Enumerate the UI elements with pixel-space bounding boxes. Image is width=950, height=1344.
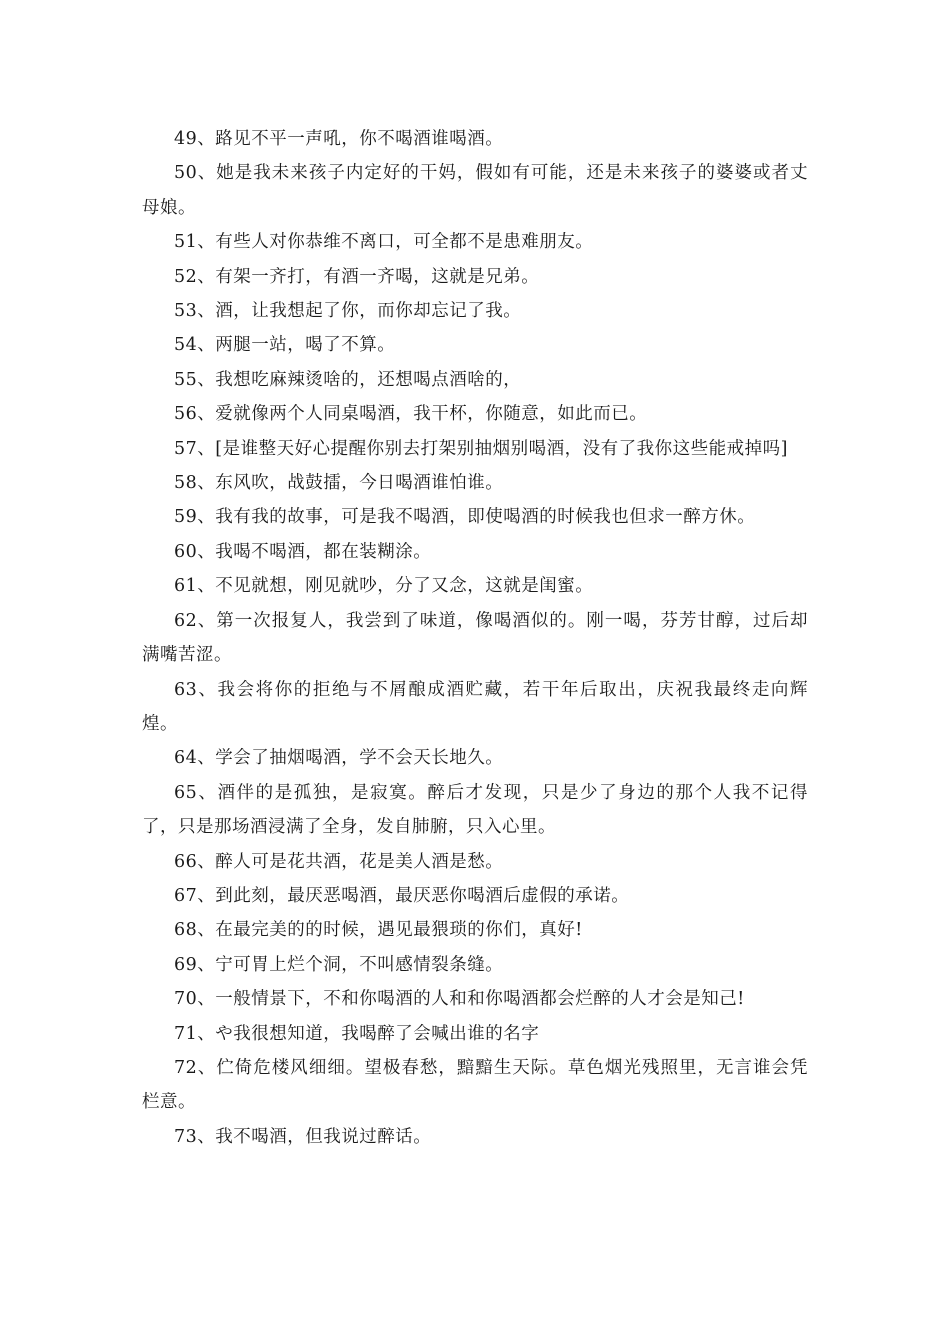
paragraph-64: 64、学会了抽烟喝酒，学不会天长地久。 [174,748,504,769]
paragraph-61: 61、不见就想，刚见就吵，分了又念，这就是闺蜜。 [174,576,594,597]
paragraph-54: 54、两腿一站，喝了不算。 [174,335,396,356]
paragraph-65: 65、酒伴的是孤独，是寂寞。醉后才发现，只是少了身边的那个人我不记得了，只是那场酒浸满了全身，发自肺腑，只入心里。 [142,782,808,838]
document-body [142,122,808,1154]
paragraph-50: 50、她是我未来孩子内定好的干妈，假如有可能，还是未来孩子的婆婆或者丈母娘。 [142,163,808,218]
paragraph-55: 55、我想吃麻辣烫啥的，还想喝点酒啥的， [174,369,522,390]
paragraph-62: 62、第一次报复人，我尝到了味道，像喝酒似的。刚一喝，芬芳甘醇，过后却满嘴苦涩。 [142,610,808,666]
paragraph-68: 68、在最完美的的时候，遇见最猥琐的你们，真好! [174,920,583,941]
paragraph-72: 72、伫倚危楼风细细。望极春愁，黯黯生天际。草色烟光残照里，无言谁会凭栏意。 [142,1057,808,1113]
paragraph-70: 70、一般情景下，不和你喝酒的人和和你喝酒都会烂醉的人才会是知己! [174,989,745,1010]
paragraph-63: 63、我会将你的拒绝与不屑酿成酒贮藏，若干年后取出，庆祝我最终走向辉煌。 [142,679,808,734]
paragraph-56: 56、爱就像两个人同桌喝酒，我干杯，你随意，如此而已。 [174,404,648,425]
paragraph-59: 59、我有我的故事，可是我不喝酒，即使喝酒的时候我也但求一醉方休。 [174,507,756,528]
paragraph-69: 69、宁可胃上烂个洞，不叫感情裂条缝。 [174,954,504,975]
paragraph-71: 71、や我很想知道，我喝醉了会喊出谁的名字 [174,1023,540,1044]
paragraph-66: 66、醉人可是花共酒，花是美人酒是愁。 [174,851,504,872]
paragraph-60: 60、我喝不喝酒，都在装糊涂。 [174,541,432,562]
paragraph-51: 51、有些人对你恭维不离口，可全都不是患难朋友。 [174,232,594,253]
paragraph-73: 73、我不喝酒，但我说过醉话。 [174,1126,432,1147]
paragraph-53: 53、酒，让我想起了你，而你却忘记了我。 [174,301,522,322]
paragraph-67: 67、到此刻，最厌恶喝酒，最厌恶你喝酒后虚假的承诺。 [174,885,630,906]
paragraph-57: 57、[是谁整天好心提醒你别去打架别抽烟别喝酒，没有了我你这些能戒掉吗] [174,438,788,459]
paragraph-52: 52、有架一齐打，有酒一齐喝，这就是兄弟。 [174,266,540,287]
paragraph-49: 49、路见不平一声吼，你不喝酒谁喝酒。 [174,129,504,149]
paragraph-58: 58、东风吹，战鼓擂，今日喝酒谁怕谁。 [174,473,504,494]
